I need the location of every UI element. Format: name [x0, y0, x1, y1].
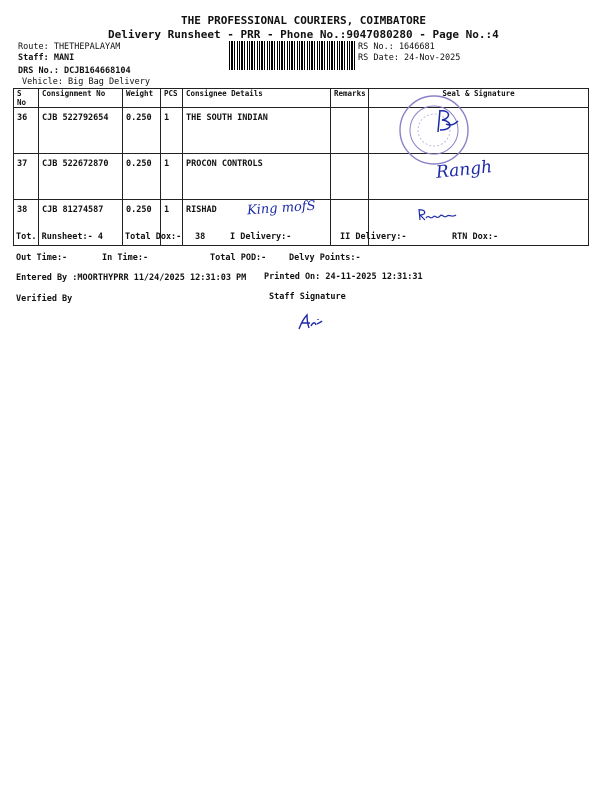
cell-consignment: CJB 522672870 [39, 154, 123, 200]
col-pcs: PCS [161, 89, 183, 108]
cell-remarks [331, 108, 369, 154]
drs-label: DRS No.: DCJB164668104 [18, 66, 131, 76]
in-time: In Time:- [102, 253, 149, 263]
rtn-dox: RTN Dox:- [452, 232, 499, 242]
barcode [229, 41, 355, 70]
total-dox-value: 38 [195, 232, 206, 242]
cell-sno: 36 [14, 108, 39, 154]
runsheet-subtitle: Delivery Runsheet - PRR - Phone No.:9047080280 - Page No.:4 [108, 28, 499, 41]
cell-pcs: 1 [161, 200, 183, 246]
cell-sno: 38 [14, 200, 39, 246]
table-row [14, 154, 589, 200]
cell-consignee: PROCON CONTROLS [183, 154, 331, 200]
staff-signature-label: Staff Signature [269, 292, 346, 302]
cell-consignment: CJB 81274587 [39, 200, 123, 246]
col-consignment: Consignment No [39, 89, 123, 108]
cell-consignee: THE SOUTH INDIAN [183, 108, 331, 154]
cell-pcs: 1 [161, 108, 183, 154]
cell-weight: 0.250 [123, 154, 161, 200]
signature-row3 [416, 206, 458, 226]
staff-label: Staff: MANI [18, 53, 75, 63]
rs-number: RS No.: 1646681 [358, 42, 435, 52]
col-sno: S No [14, 89, 39, 108]
table-header-row [14, 89, 589, 108]
cell-weight: 0.250 [123, 108, 161, 154]
cell-consignee: RISHAD [183, 200, 331, 246]
company-title: THE PROFESSIONAL COURIERS, COIMBATORE [181, 14, 427, 27]
delivery-table [13, 88, 589, 246]
cell-consignment: CJB 522792654 [39, 108, 123, 154]
out-time: Out Time:- [16, 253, 68, 263]
tot-runsheet: Tot. Runsheet:- 4 [16, 232, 103, 242]
delvy-points: Delvy Points:- [289, 253, 361, 263]
signature-row1 [432, 106, 462, 136]
cell-pcs: 1 [161, 154, 183, 200]
col-remarks: Remarks [331, 89, 369, 108]
total-pod: Total POD:- [210, 253, 267, 263]
i-delivery: I Delivery:- [230, 232, 292, 242]
verified-by: Verified By [16, 294, 73, 304]
route-label: Route: THETHEPALAYAM [18, 42, 121, 52]
handwritten-note-row3: King mofS [246, 198, 317, 219]
col-seal-signature: Seal & Signature [369, 89, 589, 108]
cell-sno: 37 [14, 154, 39, 200]
total-dox-label: Total Dox:- [125, 232, 182, 242]
printed-on: Printed On: 24-11-2025 12:31:31 [264, 272, 423, 282]
col-consignee: Consignee Details [183, 89, 331, 108]
rs-date: RS Date: 24-Nov-2025 [358, 53, 461, 63]
cell-remarks [331, 154, 369, 200]
entered-by: Entered By :MOORTHYPRR 11/24/2025 12:31:03 PM [16, 273, 247, 283]
signature-row2: Rangh [435, 157, 494, 183]
table-row [14, 108, 589, 154]
staff-signature [296, 311, 324, 333]
vehicle-label: Vehicle: Big Bag Delivery [22, 77, 150, 87]
cell-weight: 0.250 [123, 200, 161, 246]
col-weight: Weight [123, 89, 161, 108]
ii-delivery: II Delivery:- [340, 232, 407, 242]
